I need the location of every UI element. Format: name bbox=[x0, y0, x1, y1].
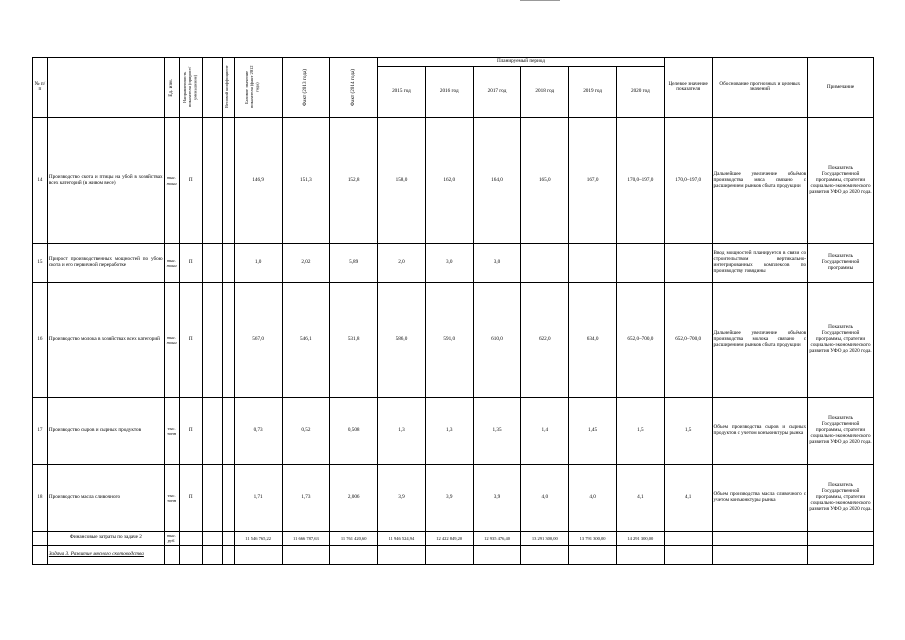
row-name: Производство сыров и сырных продуктов bbox=[47, 397, 164, 464]
header-note: Примечание bbox=[808, 58, 874, 118]
row-name: Прирост производственных мощностей по убою скота и его первичной переработке bbox=[47, 244, 164, 283]
row-2018: 622,0 bbox=[521, 282, 569, 397]
finance-note-empty bbox=[808, 532, 874, 546]
header-target: Целевое значение показателя bbox=[664, 58, 712, 118]
row-fact-2013: 1,73 bbox=[282, 464, 330, 531]
header-empty-col bbox=[202, 58, 222, 118]
row-justification: Ввод мощностей планируется в связи со строительством вертикально-интегрированных комплексов по производству говядины bbox=[712, 244, 808, 283]
row-note: Показатель Государственной программы bbox=[808, 244, 874, 283]
finance-label: Финансовые затраты по задаче 2 bbox=[47, 532, 164, 546]
row-direction: П bbox=[179, 244, 202, 283]
row-2017: 3,9 bbox=[473, 464, 521, 531]
row-2017: 164,0 bbox=[473, 117, 521, 243]
row-2019: 167,0 bbox=[569, 117, 617, 243]
finance-empty bbox=[202, 532, 222, 546]
row-target: 4,1 bbox=[664, 464, 712, 531]
row-direction: П bbox=[179, 397, 202, 464]
finance-2014: 11 761 420,60 bbox=[330, 532, 378, 546]
row-num: 14 bbox=[33, 117, 48, 243]
row-name: Производство скота и птицы на убой в хозяйствах всех категорий (в живом весе) bbox=[47, 117, 164, 243]
row-weight bbox=[223, 282, 235, 397]
row-empty bbox=[202, 397, 222, 464]
row-2016: 3,0 bbox=[425, 244, 473, 283]
row-empty bbox=[202, 244, 222, 283]
row-2019: 634,0 bbox=[569, 282, 617, 397]
row-fact-2014: 531,8 bbox=[330, 282, 378, 397]
finance-weight-empty bbox=[223, 532, 235, 546]
row-unit: тыс. тонн bbox=[164, 117, 179, 243]
row-2015: 1,3 bbox=[378, 397, 426, 464]
row-unit: тыс. тонн bbox=[164, 282, 179, 397]
row-fact-2013: 2,02 bbox=[282, 244, 330, 283]
header-justification: Обоснование прогнозных и целевых значений bbox=[712, 58, 808, 118]
finance-just-empty bbox=[712, 532, 808, 546]
header-weight: Весовой коэффициент bbox=[223, 58, 235, 118]
row-2016: 162,0 bbox=[425, 117, 473, 243]
row-fact-2014: 2,006 bbox=[330, 464, 378, 531]
row-fact-2013: 0,52 bbox=[282, 397, 330, 464]
table-row bbox=[33, 397, 874, 464]
header-planned-period: Планируемый период bbox=[378, 58, 665, 67]
row-justification: Объем производства масла сливочного с учетом конъюнктуры рынка bbox=[712, 464, 808, 531]
row-empty bbox=[202, 282, 222, 397]
row-note: Показатель Государственной программы, стратегии социально-экономического развития УФО до 2020 года. bbox=[808, 117, 874, 243]
row-base: 1,0 bbox=[234, 244, 282, 283]
row-unit: тыс. тонн bbox=[164, 397, 179, 464]
row-num: 17 bbox=[33, 397, 48, 464]
row-fact-2014: 5,89 bbox=[330, 244, 378, 283]
header-row-1 bbox=[33, 58, 874, 67]
row-direction: П bbox=[179, 117, 202, 243]
header-year-2016: 2016 год bbox=[425, 67, 473, 118]
row-2017: 610,0 bbox=[473, 282, 521, 397]
row-unit: тыс. тонн bbox=[164, 244, 179, 283]
table-row bbox=[33, 282, 874, 397]
header-base: Базовое значение показателя (факт 2012 года) bbox=[234, 58, 282, 118]
row-2020: 1,5 bbox=[616, 397, 664, 464]
row-weight bbox=[223, 464, 235, 531]
row-num: 16 bbox=[33, 282, 48, 397]
finance-2017: 12 935 476,40 bbox=[473, 532, 521, 546]
row-justification: Дальнейшее увеличение объёмов производства мяса связано с расширением рынков сбыта продукции bbox=[712, 117, 808, 243]
task-3-heading: Задача 3. Развитие мясного скотоводства bbox=[47, 545, 164, 564]
header-year-2015: 2015 год bbox=[378, 67, 426, 118]
row-weight bbox=[223, 117, 235, 243]
row-fact-2014: 0,508 bbox=[330, 397, 378, 464]
table-row bbox=[33, 464, 874, 531]
row-weight bbox=[223, 397, 235, 464]
finance-2016: 12 422 849,20 bbox=[425, 532, 473, 546]
row-base: 146,9 bbox=[234, 117, 282, 243]
header-fact-2014: Факт (2014 года) bbox=[330, 58, 378, 118]
row-fact-2013: 151,3 bbox=[282, 117, 330, 243]
header-name-empty bbox=[47, 58, 164, 118]
row-unit: тыс. тонн bbox=[164, 464, 179, 531]
finance-2019: 13 791 300,00 bbox=[569, 532, 617, 546]
finance-base: 11 546 765,22 bbox=[234, 532, 282, 546]
row-2020: 4,1 bbox=[616, 464, 664, 531]
row-target: 170,0–197,0 bbox=[664, 117, 712, 243]
row-2016: 591,0 bbox=[425, 282, 473, 397]
row-2019: 4,0 bbox=[569, 464, 617, 531]
row-num: 18 bbox=[33, 464, 48, 531]
row-empty bbox=[202, 117, 222, 243]
task-num-empty bbox=[33, 545, 48, 564]
row-2016: 3,9 bbox=[425, 464, 473, 531]
table-row bbox=[33, 117, 874, 243]
row-2018: 1,4 bbox=[521, 397, 569, 464]
row-fact-2013: 546,1 bbox=[282, 282, 330, 397]
header-direction: Направленность показателя (прирост/уменьшение) bbox=[179, 58, 202, 118]
row-2015: 2,0 bbox=[378, 244, 426, 283]
row-fact-2014: 152,8 bbox=[330, 117, 378, 243]
row-2020 bbox=[616, 244, 664, 283]
task-row bbox=[33, 545, 874, 564]
row-base: 567,0 bbox=[234, 282, 282, 397]
header-fact-2013: Факт (2013 года) bbox=[282, 58, 330, 118]
row-2018 bbox=[521, 244, 569, 283]
row-target: 1,5 bbox=[664, 397, 712, 464]
indicators-table bbox=[32, 57, 874, 565]
row-2020: 652,0–700,0 bbox=[616, 282, 664, 397]
row-base: 1,71 bbox=[234, 464, 282, 531]
row-2019: 1,45 bbox=[569, 397, 617, 464]
finance-target-empty bbox=[664, 532, 712, 546]
table-row bbox=[33, 244, 874, 283]
row-num: 15 bbox=[33, 244, 48, 283]
row-2015: 158,0 bbox=[378, 117, 426, 243]
row-2019 bbox=[569, 244, 617, 283]
finance-2015: 11 946 524,94 bbox=[378, 532, 426, 546]
row-name: Производство молока в хозяйствах всех категорий bbox=[47, 282, 164, 397]
row-2018: 4,0 bbox=[521, 464, 569, 531]
header-num: № п/п bbox=[33, 58, 48, 118]
row-2015: 586,0 bbox=[378, 282, 426, 397]
row-2020: 170,0–197,0 bbox=[616, 117, 664, 243]
header-year-2018: 2018 год bbox=[521, 67, 569, 118]
row-2015: 3,9 bbox=[378, 464, 426, 531]
row-note: Показатель Государственной программы, стратегии социально-экономического развития УФО до 2020 года. bbox=[808, 282, 874, 397]
row-direction: П bbox=[179, 282, 202, 397]
row-note: Показатель Государственной программы, стратегии социально-экономического развития УФО до 2020 года. bbox=[808, 464, 874, 531]
finance-unit: тыс. руб. bbox=[164, 532, 179, 546]
row-empty bbox=[202, 464, 222, 531]
row-target bbox=[664, 244, 712, 283]
finance-2020: 14 291 300,00 bbox=[616, 532, 664, 546]
finance-2013: 11 666 787,63 bbox=[282, 532, 330, 546]
finance-2018: 13 291 300,00 bbox=[521, 532, 569, 546]
scan-artifact-line bbox=[520, 0, 560, 2]
row-2016: 1,3 bbox=[425, 397, 473, 464]
header-year-2017: 2017 год bbox=[473, 67, 521, 118]
row-name: Производство масла сливочного bbox=[47, 464, 164, 531]
row-justification: Дальнейшее увеличение объёмов производства молока связано с расширением рынков сбыта продукции bbox=[712, 282, 808, 397]
header-year-2020: 2020 год bbox=[616, 67, 664, 118]
row-2017: 1,35 bbox=[473, 397, 521, 464]
row-2017: 3,0 bbox=[473, 244, 521, 283]
finance-direction-empty bbox=[179, 532, 202, 546]
header-unit: Ед. изм. bbox=[164, 58, 179, 118]
row-justification: Объем производства сыров и сырных продуктов с учетом конъюнктуры рынка bbox=[712, 397, 808, 464]
finance-num-empty bbox=[33, 532, 48, 546]
row-weight bbox=[223, 244, 235, 283]
row-2018: 165,0 bbox=[521, 117, 569, 243]
row-target: 652,0–700,0 bbox=[664, 282, 712, 397]
finance-row bbox=[33, 532, 874, 546]
row-base: 0,73 bbox=[234, 397, 282, 464]
row-direction: П bbox=[179, 464, 202, 531]
header-year-2019: 2019 год bbox=[569, 67, 617, 118]
row-note: Показатель Государственной программы, стратегии социально-экономического развития УФО до 2020 года. bbox=[808, 397, 874, 464]
